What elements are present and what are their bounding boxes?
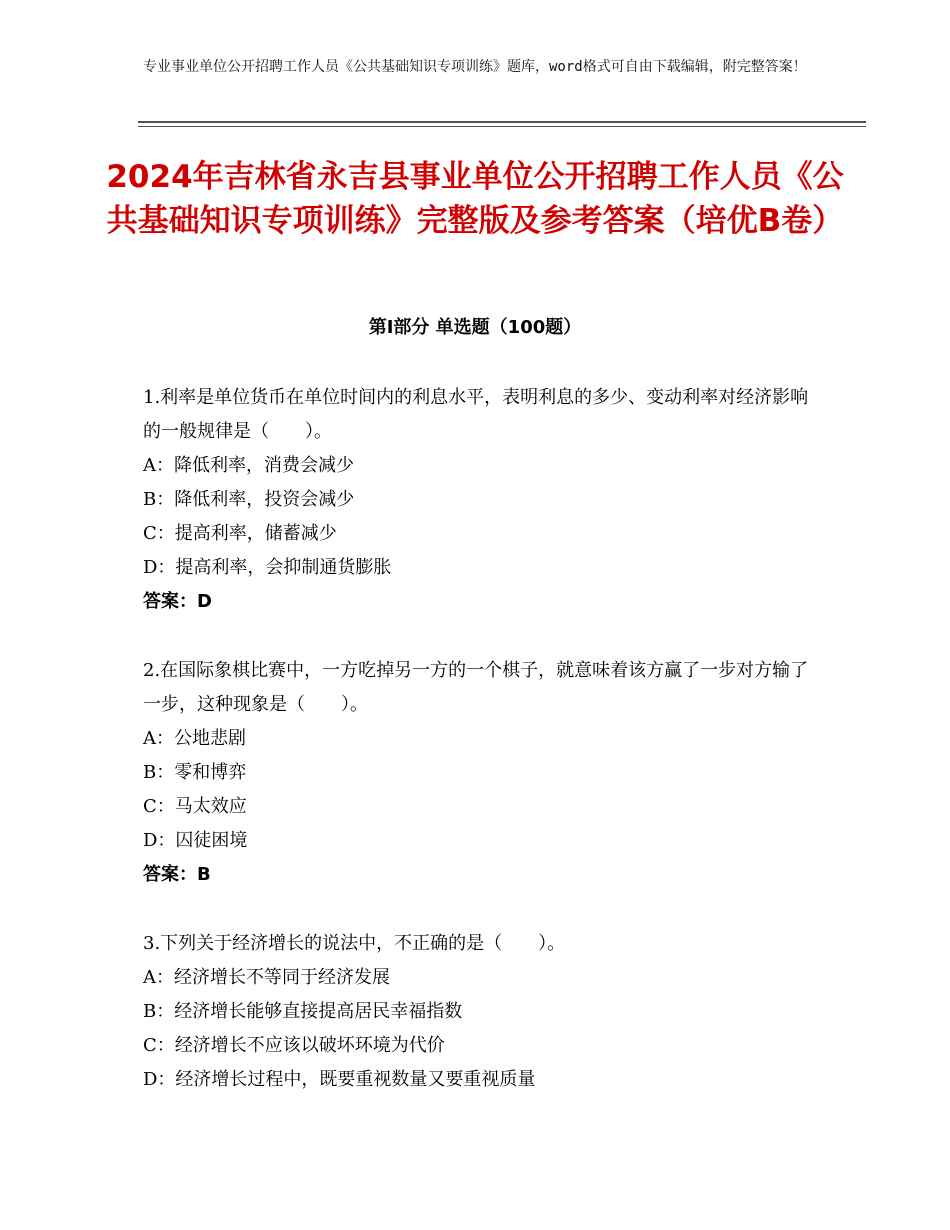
header-divider-thin (138, 126, 866, 127)
option-b: B：经济增长能够直接提高居民幸福指数 (143, 1001, 463, 1022)
option-d: D：经济增长过程中，既要重视数量又要重视质量 (143, 1069, 536, 1090)
question-3 (143, 927, 823, 1097)
header-note: 专业事业单位公开招聘工作人员《公共基础知识专项训练》题库，word格式可自由下载编辑，附完整答案！ (143, 59, 807, 75)
question-1 (143, 381, 823, 619)
option-c: C：马太效应 (143, 796, 247, 817)
header-divider-thick (138, 121, 866, 123)
option-b: B：零和博弈 (143, 762, 247, 783)
answer: 答案：D (143, 591, 212, 612)
option-d: D：囚徒困境 (143, 830, 248, 851)
option-a: A：降低利率，消费会减少 (143, 455, 354, 476)
option-a: A：公地悲剧 (143, 728, 246, 749)
section-heading: 第Ⅰ部分 单选题（100题） (368, 317, 582, 338)
document-title: 2024年吉林省永吉县事业单位公开招聘工作人员《公共基础知识专项训练》完整版及参考答案（培优B卷） (106, 159, 844, 239)
question-2 (143, 654, 823, 892)
option-c: C：提高利率，储蓄减少 (143, 523, 337, 544)
option-c: C：经济增长不应该以破坏环境为代价 (143, 1035, 445, 1056)
option-a: A：经济增长不等同于经济发展 (143, 967, 390, 988)
question-text: 3.下列关于经济增长的说法中，不正确的是（ ）。 (143, 933, 566, 954)
answer: 答案：B (143, 864, 211, 885)
option-b: B：降低利率，投资会减少 (143, 489, 355, 510)
option-d: D：提高利率，会抑制通货膨胀 (143, 557, 392, 578)
question-text: 1.利率是单位货币在单位时间内的利息水平，表明利息的多少、变动利率对经济影响的一般规律是（ ）。 (143, 387, 809, 442)
question-text: 2.在国际象棋比赛中，一方吃掉另一方的一个棋子，就意味着该方赢了一步对方输了一步，这种现象是（ ）。 (143, 660, 809, 715)
